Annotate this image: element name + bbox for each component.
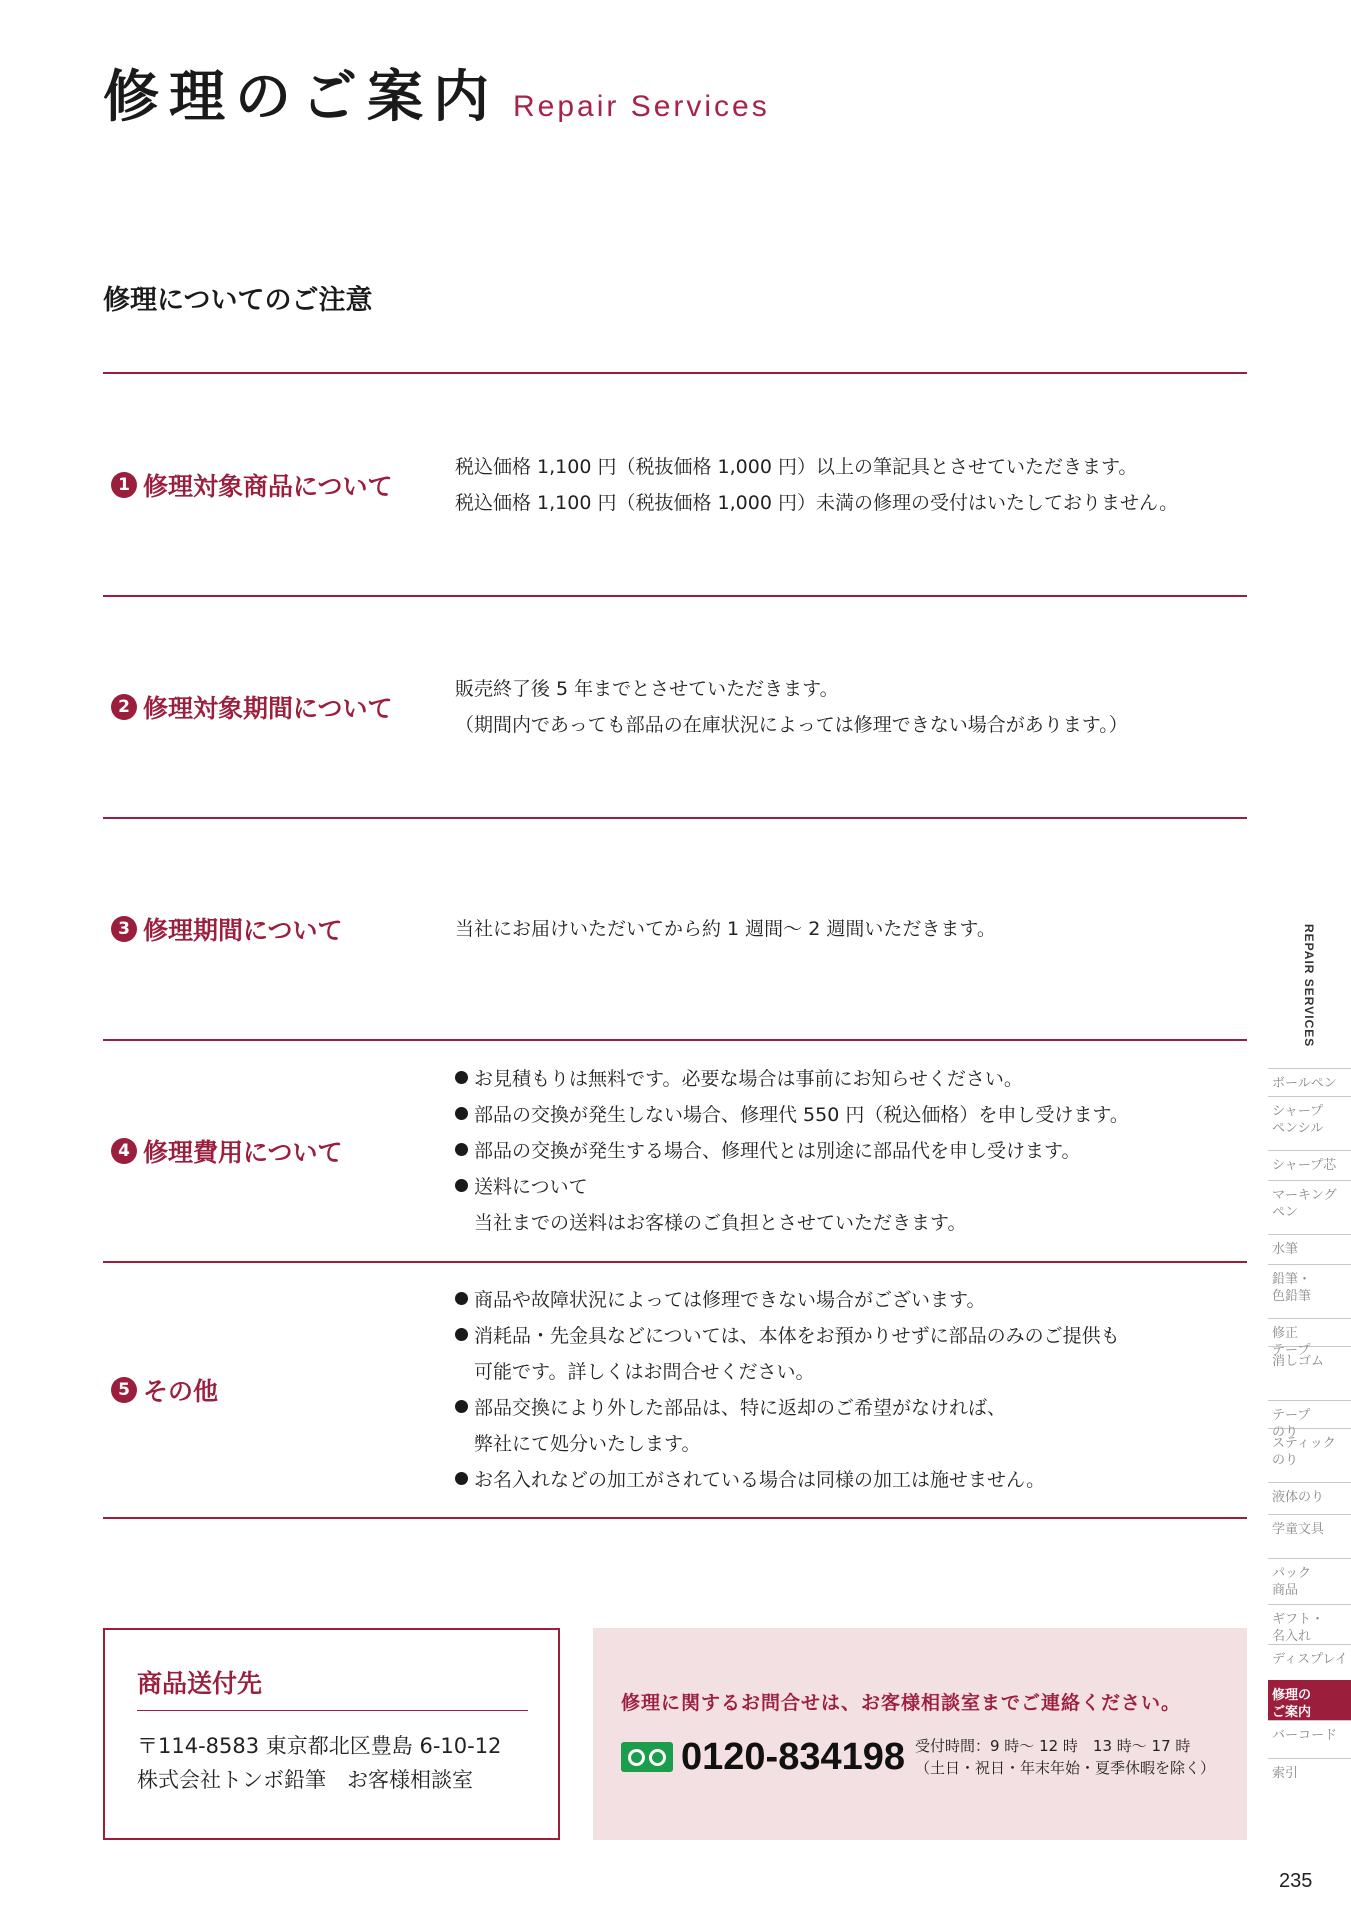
hours-text: 受付時間：9 時～ 12 時 13 時～ 17 時 bbox=[915, 1737, 1191, 1755]
address-lines bbox=[137, 1729, 528, 1797]
freedial-icon bbox=[621, 1742, 673, 1772]
side-nav-item[interactable]: テープ のり bbox=[1268, 1400, 1351, 1428]
page-header bbox=[103, 65, 770, 130]
address-title: 商品送付先 bbox=[137, 1664, 528, 1711]
page-number: 235 bbox=[1279, 1870, 1313, 1892]
notice-item-4 bbox=[103, 1041, 1247, 1261]
notice-body bbox=[453, 449, 1247, 521]
notice-body bbox=[453, 1061, 1247, 1241]
side-nav-item[interactable]: シャープ芯 bbox=[1268, 1150, 1351, 1180]
bullet-continuation: 可能です。詳しくはお問合せください。 bbox=[474, 1361, 815, 1383]
notice-text: 販売終了後 5 年までとさせていただきます。 bbox=[455, 678, 839, 700]
side-nav-item[interactable]: ギフト・ 名入れ bbox=[1268, 1604, 1351, 1644]
bullet-icon bbox=[455, 1400, 468, 1413]
contact-box bbox=[593, 1628, 1247, 1840]
notice-label-text: 修理対象期間について bbox=[143, 694, 393, 723]
bullet-icon bbox=[455, 1472, 468, 1485]
vertical-section-label: REPAIR SERVICES bbox=[1302, 924, 1316, 1048]
notice-text: 税込価格 1,100 円（税抜価格 1,000 円）以上の筆記具とさせていただきます。 bbox=[455, 455, 1138, 478]
notice-text: 当社にお届けいただいてから約 1 週間～ 2 週間いただきます。 bbox=[455, 918, 996, 940]
notice-text: （期間内であっても部品の在庫状況によっては修理できない場合があります。） bbox=[455, 714, 1128, 736]
bullet-text: 送料について bbox=[474, 1176, 588, 1198]
page-title: 修理のご案内 bbox=[103, 65, 499, 130]
notice-item-5 bbox=[103, 1263, 1247, 1517]
notice-label-text: 修理対象商品について bbox=[143, 471, 393, 501]
address-company: 株式会社トンボ鉛筆 お客様相談室 bbox=[137, 1768, 473, 1792]
bullet-icon bbox=[455, 1071, 468, 1084]
notice-label-text: 修理費用について bbox=[143, 1138, 343, 1167]
notice-item-2 bbox=[103, 597, 1247, 817]
bullet-text: 部品の交換が発生しない場合、修理代 550 円（税込価格）を申し受けます。 bbox=[474, 1104, 1129, 1126]
reception-hours bbox=[915, 1735, 1215, 1779]
bullet-text: 部品交換により外した部品は、特に返却のご希望がなければ、 bbox=[474, 1397, 1007, 1419]
number-badge: 1 bbox=[111, 472, 137, 498]
notice-body bbox=[453, 1282, 1247, 1498]
bullet-text: お名入れなどの加工がされている場合は同様の加工は施せません。 bbox=[474, 1469, 1046, 1491]
bullet-icon bbox=[455, 1107, 468, 1120]
shipping-address-box bbox=[103, 1628, 560, 1840]
notice-label bbox=[103, 467, 453, 503]
side-nav-item[interactable]: シャープ ペンシル bbox=[1268, 1096, 1351, 1150]
bullet-icon bbox=[455, 1143, 468, 1156]
bullet-text: 部品の交換が発生する場合、修理代とは別途に部品代を申し受けます。 bbox=[474, 1140, 1081, 1162]
bullet-icon bbox=[455, 1292, 468, 1305]
side-nav-item[interactable]: 鉛筆・ 色鉛筆 bbox=[1268, 1264, 1351, 1318]
side-nav-item[interactable]: 修理の ご案内 bbox=[1268, 1680, 1351, 1720]
bullet-icon bbox=[455, 1179, 468, 1192]
bullet-continuation: 当社までの送料はお客様のご負担とさせていただきます。 bbox=[474, 1212, 967, 1234]
side-nav-item[interactable]: 学童文具 bbox=[1268, 1514, 1351, 1558]
side-nav-item[interactable]: ボールペン bbox=[1268, 1068, 1351, 1096]
notice-body bbox=[453, 911, 1247, 947]
contact-phone-row bbox=[621, 1735, 1247, 1779]
notice-label bbox=[103, 1133, 453, 1169]
notice-label bbox=[103, 911, 453, 947]
notice-body bbox=[453, 671, 1247, 743]
bullet-item bbox=[455, 1169, 1247, 1205]
bullet-item bbox=[455, 1282, 1247, 1318]
side-nav-item[interactable]: マーキング ペン bbox=[1268, 1180, 1351, 1234]
number-badge: 4 bbox=[111, 1138, 137, 1164]
side-nav-item[interactable]: バーコード bbox=[1268, 1720, 1351, 1758]
notice-label-text: 修理期間について bbox=[143, 916, 343, 945]
side-nav-item[interactable]: パック 商品 bbox=[1268, 1558, 1351, 1604]
divider bbox=[103, 1517, 1247, 1519]
bullet-item bbox=[455, 1061, 1247, 1097]
bullet-text: 商品や故障状況によっては修理できない場合がございます。 bbox=[474, 1289, 986, 1311]
side-index-nav bbox=[1268, 1068, 1351, 1796]
bullet-item bbox=[455, 1390, 1247, 1426]
contact-message: 修理に関するお問合せは、お客様相談室までご連絡ください。 bbox=[621, 1692, 1182, 1714]
bullet-continuation: 弊社にて処分いたします。 bbox=[474, 1433, 701, 1455]
bullet-item bbox=[455, 1318, 1247, 1354]
notice-label-text: その他 bbox=[143, 1377, 219, 1406]
bullet-icon bbox=[455, 1328, 468, 1341]
notice-item-1 bbox=[103, 374, 1247, 595]
side-nav-item[interactable]: 液体のり bbox=[1268, 1482, 1351, 1514]
bullet-item bbox=[455, 1097, 1247, 1133]
side-nav-item[interactable]: スティック のり bbox=[1268, 1428, 1351, 1482]
side-nav-item[interactable]: 消しゴム bbox=[1268, 1346, 1351, 1400]
notice-label bbox=[103, 689, 453, 725]
bullet-text: 消耗品・先金具などについては、本体をお預かりせずに部品のみのご提供も bbox=[474, 1325, 1120, 1347]
phone-number[interactable]: 0120-834198 bbox=[681, 1735, 905, 1778]
address-line: 〒114-8583 東京都北区豊島 6-10-12 bbox=[137, 1734, 502, 1758]
hours-note: （土日・祝日・年末年始・夏季休暇を除く） bbox=[915, 1759, 1216, 1777]
number-badge: 3 bbox=[111, 916, 137, 942]
notice-text: 税込価格 1,100 円（税抜価格 1,000 円）未満の修理の受付はいたしておりません。 bbox=[455, 491, 1179, 514]
number-badge: 5 bbox=[111, 1377, 137, 1403]
bullet-item bbox=[455, 1133, 1247, 1169]
notice-label bbox=[103, 1372, 453, 1408]
bullet-text: お見積もりは無料です。必要な場合は事前にお知らせください。 bbox=[474, 1068, 1023, 1090]
side-nav-item[interactable]: 修正 テープ bbox=[1268, 1318, 1351, 1346]
notice-item-3 bbox=[103, 819, 1247, 1039]
bullet-item bbox=[455, 1462, 1247, 1498]
page-title-en: Repair Services bbox=[513, 90, 770, 123]
side-nav-item[interactable]: 索引 bbox=[1268, 1758, 1351, 1796]
number-badge: 2 bbox=[111, 694, 137, 720]
section-title: 修理についてのご注意 bbox=[103, 285, 373, 316]
side-nav-item[interactable]: 水筆 bbox=[1268, 1234, 1351, 1264]
side-nav-item[interactable]: ディスプレイ bbox=[1268, 1644, 1351, 1680]
